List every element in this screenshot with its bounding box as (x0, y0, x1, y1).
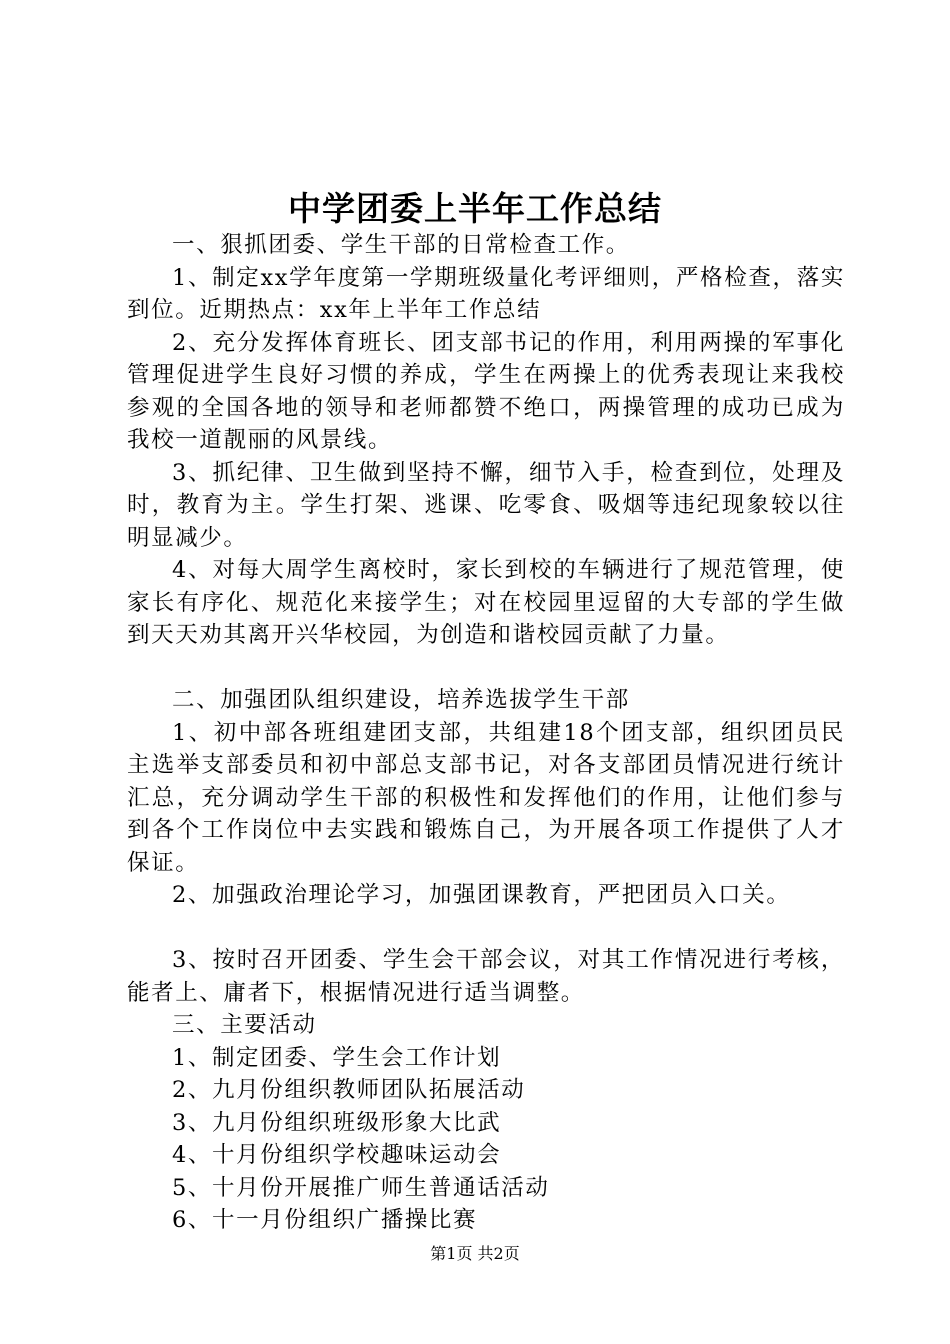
paragraph: 2、加强政治理论学习，加强团课教育，严把团员入口关。 (172, 882, 791, 908)
paragraph: 3、按时召开团委、学生会干部会议，对其工作情况进行考核，能者上、庸者下，根据情况进行适当调整。 (127, 947, 845, 1006)
list-item: 1、制定团委、学生会工作计划 (172, 1044, 502, 1071)
list-item: 6、十一月份组织广播操比赛 (172, 1207, 478, 1233)
blank-line (127, 912, 845, 945)
document-body (127, 229, 845, 1237)
paragraph: 2、充分发挥体育班长、团支部书记的作用，利用两操的军事化管理促进学生良好习惯的养成，学生在两操上的优秀表现让来我校参观的全国各地的领导和老师都赞不绝口，两操管理的成功已成为我校一道靓丽的风景线。 (127, 329, 845, 453)
paragraph: 1、初中部各班组建团支部，共组建18个团支部，组织团员民主选举支部委员和初中部总支部书记，对各支部团员情况进行统计汇总，充分调动学生干部的积极性和发挥他们的作用，让他们参与到各个工作岗位中去实践和锻炼自己，为开展各项工作提供了人才保证。 (127, 719, 845, 876)
page-footer: 第1页 共2页 (430, 1244, 520, 1263)
list-item: 2、九月份组织教师团队拓展活动 (172, 1077, 526, 1103)
section-heading-1: 一、狠抓团委、学生干部的日常检查工作。 (172, 232, 630, 258)
list-item: 5、十月份开展推广师生普通话活动 (172, 1174, 550, 1201)
paragraph: 4、对每大周学生离校时，家长到校的车辆进行了规范管理，使家长有序化、规范化来接学生；对在校园里逗留的大专部的学生做到天天劝其离开兴华校园，为创造和谐校园贡献了力量。 (127, 557, 845, 648)
list-item: 4、十月份组织学校趣味运动会 (172, 1142, 502, 1168)
section-heading-3: 三、主要活动 (172, 1012, 317, 1038)
list-item: 3、九月份组织班级形象大比武 (172, 1109, 502, 1136)
paragraph: 3、抓纪律、卫生做到坚持不懈，细节入手，检查到位，处理及时，教育为主。学生打架、逃课、吃零食、吸烟等违纪现象较以往明显减少。 (127, 459, 845, 551)
section-heading-2: 二、加强团队组织建设，培养选拔学生干部 (172, 687, 630, 713)
document-title: 中学团委上半年工作总结 (288, 189, 662, 228)
paragraph: 1、制定xx学年度第一学期班级量化考评细则，严格检查，落实到位。近期热点：xx年上半年工作总结 (127, 264, 845, 323)
blank-line (127, 652, 845, 685)
